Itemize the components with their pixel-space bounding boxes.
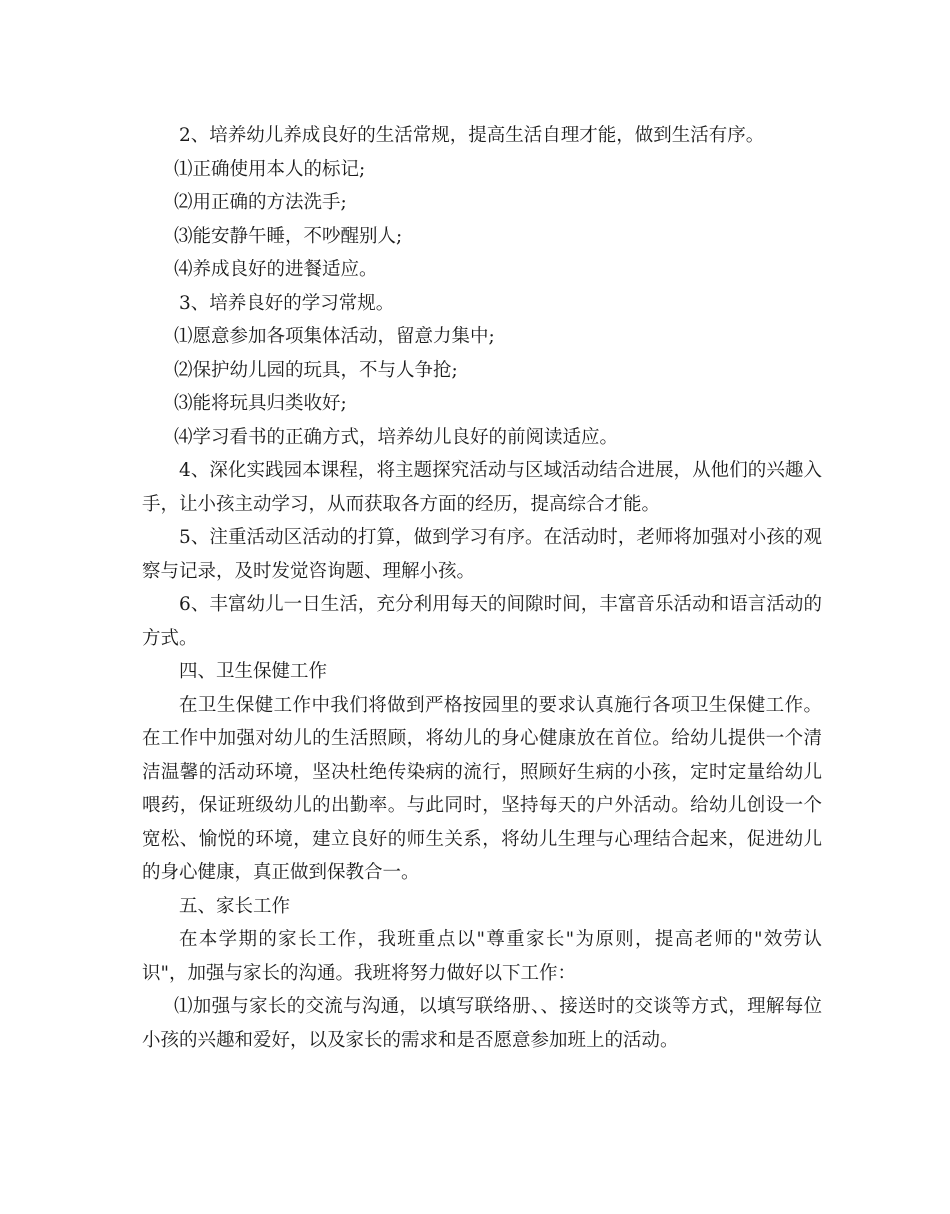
list-item: ⑴加强与家长的交流与沟通，以填写联络册、、接送时的交谈等方式，理解每位小孩的兴趣和爱好，以及家长的需求和是否愿意参加班上的活动。 [142,996,822,1051]
paragraph-goal-6: 6、丰富幼儿一日生活，充分利用每天的间隙时间，丰富音乐活动和语言活动的方式。 [142,594,822,649]
list-item: ⑶能将玩具归类收好; [174,393,347,414]
list-item: ⑴愿意参加各项集体活动，留意力集中; [174,326,495,347]
section-heading-parents: 五、家长工作 [179,895,291,917]
list-item: ⑵保护幼儿园的玩具，不与人争抢; [174,359,458,381]
list-item: ⑵用正确的方法洗手; [174,192,347,213]
list-item: ⑴正确使用本人的标记; [174,158,366,180]
document-body [142,119,822,1057]
paragraph-health: 在卫生保健工作中我们将做到严格按园里的要求认真施行各项卫生保健工作。在工作中加强对幼儿的生活照顾，将幼儿的身心健康放在首位。给幼儿提供一个清洁温馨的活动环境，坚决杜绝传染病的流行，照顾好生病的小孩，定时定量给幼儿喂药，保证班级幼儿的出勤率。与此同时，坚持每天的户外活动。给幼儿创设一个宽松、愉悦的环境，建立良好的师生关系，将幼儿生理与心理结合起来，促进幼儿的身心健康，真正做到保教合一。 [142,694,822,883]
paragraph-goal-3: 3、培养良好的学习常规。 [179,292,395,314]
list-item: ⑷养成良好的进餐适应。 [174,259,378,280]
list-item: ⑶能安静午睡，不吵醒别人; [174,225,403,247]
list-item: ⑷学习看书的正确方式，培养幼儿良好的前阅读适应。 [174,426,619,448]
paragraph-goal-4: 4、深化实践园本课程，将主题探究活动与区域活动结合进展，从他们的兴趣入手，让小孩主动学习，从而获取各方面的经历，提高综合才能。 [142,460,822,515]
paragraph-goal-5: 5、注重活动区活动的打算，做到学习有序。在活动时，老师将加强对小孩的观察与记录，及时发觉咨询题、理解小孩。 [142,527,822,582]
section-heading-health: 四、卫生保健工作 [179,661,328,682]
paragraph-goal-2: 2、培养幼儿养成良好的生活常规，提高生活自理才能，做到生活有序。 [179,125,765,146]
paragraph-parents: 在本学期的家长工作，我班重点以"尊重家长"为原则，提高老师的"效劳认识"，加强与家长的沟通。我班将努力做好以下工作： [142,929,822,984]
